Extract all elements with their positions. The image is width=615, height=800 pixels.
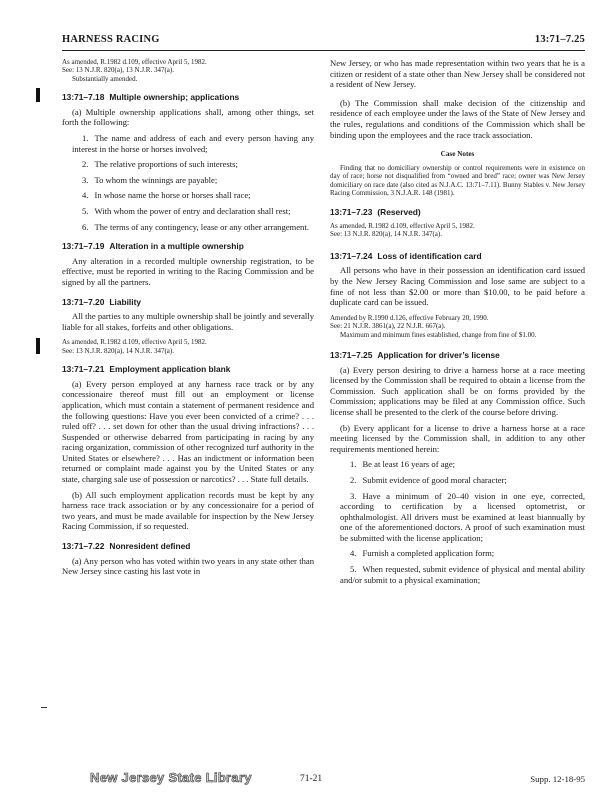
case-note: Finding that no domiciliary ownership or control requirements were in existence on day of race; horse not disqualified from “owned and bred” race; owner was New Jersey domiciliary on race date (also cited as N.J.A.C. 13:71–7.11). Bunny Stables v. New Jersey Racing Commission, 3 N.J.A.R. 148 (1981). <box>330 163 585 197</box>
section-7-24-text: All persons who have in their possession an identification card issued by the New Jersey Racing Commission and lose same are subject to a fine of not less than $2.00 or more than $10.00, to be paid before a duplicate card can be issued. <box>330 265 585 308</box>
list-item: 3. To whom the winnings are payable; <box>82 174 218 185</box>
section-7-22-a-continued: New Jersey, or who has made representation within two years that he is a citizen or resident of a state other than New Jersey shall be considered not a resident of New Jersey. <box>330 58 585 90</box>
list-item: 4. In whose name the horse or horses shall race; <box>82 190 251 201</box>
section-heading-7-21: 13:71–7.21 Employment application blank <box>62 364 231 375</box>
section-7-18-intro: (a) Multiple ownership applications shall, among other things, set forth the following: <box>62 106 314 128</box>
history-note: As amended, R.1982 d.109, effective April 5, 1982. See: 13 N.J.R. 820(a), 13 N.J.R. 347(a). <box>62 58 207 75</box>
section-heading-7-19: 13:71–7.19 Alteration in a multiple ownership <box>62 241 244 252</box>
running-head-section-range: 13:71–7.25 <box>534 34 585 45</box>
right-column <box>330 58 585 590</box>
section-heading-7-23: 13:71–7.23 (Reserved) <box>330 207 421 218</box>
history-note: As amended, R.1982 d.109, effective April 5, 1982. See: 13 N.J.R. 820(a), 14 N.J.R. 347(a). <box>62 338 207 355</box>
history-note-sub: Maximum and minimum fines established, change from fine of $1.00. <box>340 330 537 339</box>
page-footer <box>62 772 585 788</box>
section-7-25-b: (b) Every applicant for a license to drive a harness horse at a race meeting licensed by the Commission shall, in addition to any other requirements mentioned herein: <box>330 422 585 454</box>
list-item: 1. The name and address of each and every person having any interest in the horse or horses involved; <box>72 133 314 154</box>
section-7-21-a: (a) Every person employed at any harness race track or by any concessionaire thereof must fill out an employment or license application, which must contain a statement of permanent residence and the following questions: Have you ever been convicted of a crime? . . . ruled off? . . . set down for other than the usual driving infractions? . . . Suspended or otherwise debarred from participating in racing by any racing organization, commission of other recognized turf authority in the United States or elsewhere? . . . Has an indictment or information been returned or complaint made against you by the United States or any state, charging sale use of possession or narcotics? . . . State full details. <box>62 378 314 485</box>
library-watermark: New Jersey State Library <box>90 770 252 785</box>
list-item: 2. The relative proportions of such interests; <box>82 159 238 170</box>
margin-tick <box>41 707 47 708</box>
margin-change-bar <box>36 338 40 354</box>
list-item: 5. When requested, submit evidence of physical and mental ability and/or submit to a physical examination; <box>340 564 585 585</box>
section-7-21-b: (b) All such employment application records must be kept by any harness race track association or by any concessionaire for a period of two years, and must be made available for inspection by the New Jersey Racing Commission, if so requested. <box>62 489 314 532</box>
section-heading-7-18: 13:71–7.18 Multiple ownership; applications <box>62 92 240 103</box>
section-7-25-a: (a) Every person desiring to drive a harness horse at a race meeting licensed by the Commission shall be required to obtain a license from the Commission. Such application shall be on forms provided by the Commission; applications may be filed at any Commission office. Such license shall be presented to the clerk of the course before driving. <box>330 364 585 417</box>
history-note-sub: Substantially amended. <box>72 74 138 83</box>
section-7-22-a: (a) Any person who has voted within two years in any state other than New Jersey since casting his last vote in <box>62 555 314 577</box>
section-7-19-text: Any alteration in a recorded multiple ownership registration, to be effective, must be reported in writing to the Racing Commission and be signed by all the partners. <box>62 255 314 287</box>
left-column <box>62 58 314 582</box>
list-item: 3. Have a minimum of 20–40 vision in one eye, corrected, according to certification by a licensed optometrist, or ophthalmologist. All drivers must be examined at least biannually by one of the aforementioned doctors. A proof of such examination must be submitted with the license application; <box>340 490 585 543</box>
list-item: 2. Submit evidence of good moral character; <box>350 474 507 485</box>
running-head-title: HARNESS RACING <box>62 34 160 45</box>
list-item: 1. Be at least 16 years of age; <box>350 459 456 470</box>
section-heading-7-20: 13:71–7.20 Liability <box>62 296 142 307</box>
list-item: 4. Furnish a completed application form; <box>350 548 495 559</box>
list-item: 5. With whom the power of entry and declaration shall rest; <box>82 205 291 216</box>
history-note: Amended by R.1990 d.126, effective February 20, 1990. See: 21 N.J.R. 3861(a), 22 N.J.R. 667(a). <box>330 313 489 331</box>
case-notes-heading: Case Notes <box>440 150 475 159</box>
margin-change-bar <box>36 88 40 102</box>
section-heading-7-25: 13:71–7.25 Application for driver’s license <box>330 349 500 360</box>
list-item: 6. The terms of any contingency, lease or any other arrangement. <box>82 221 309 232</box>
running-head <box>62 34 585 50</box>
header-rule <box>62 50 585 51</box>
section-7-20-text: All the parties to any multiple ownership shall be jointly and severally liable for all stakes, forfeits and other obligations. <box>62 311 314 332</box>
history-note: As amended, R.1982 d.109, effective April 5, 1982. See: 13 N.J.R. 820(a), 14 N.J.R. 347(a). <box>330 221 475 239</box>
section-heading-7-24: 13:71–7.24 Loss of identification card <box>330 250 482 261</box>
supplement-date: Supp. 12-18-95 <box>530 774 585 784</box>
section-7-22-b: (b) The Commission shall make decision of the citizenship and residence of each employee under the laws of the State of New Jersey and the rules, regulations and conditions of the Commission which shall be binding upon the employees and the race track association. <box>330 97 585 140</box>
section-heading-7-22: 13:71–7.22 Nonresident defined <box>62 541 191 552</box>
page-number: 71-21 <box>300 774 323 784</box>
